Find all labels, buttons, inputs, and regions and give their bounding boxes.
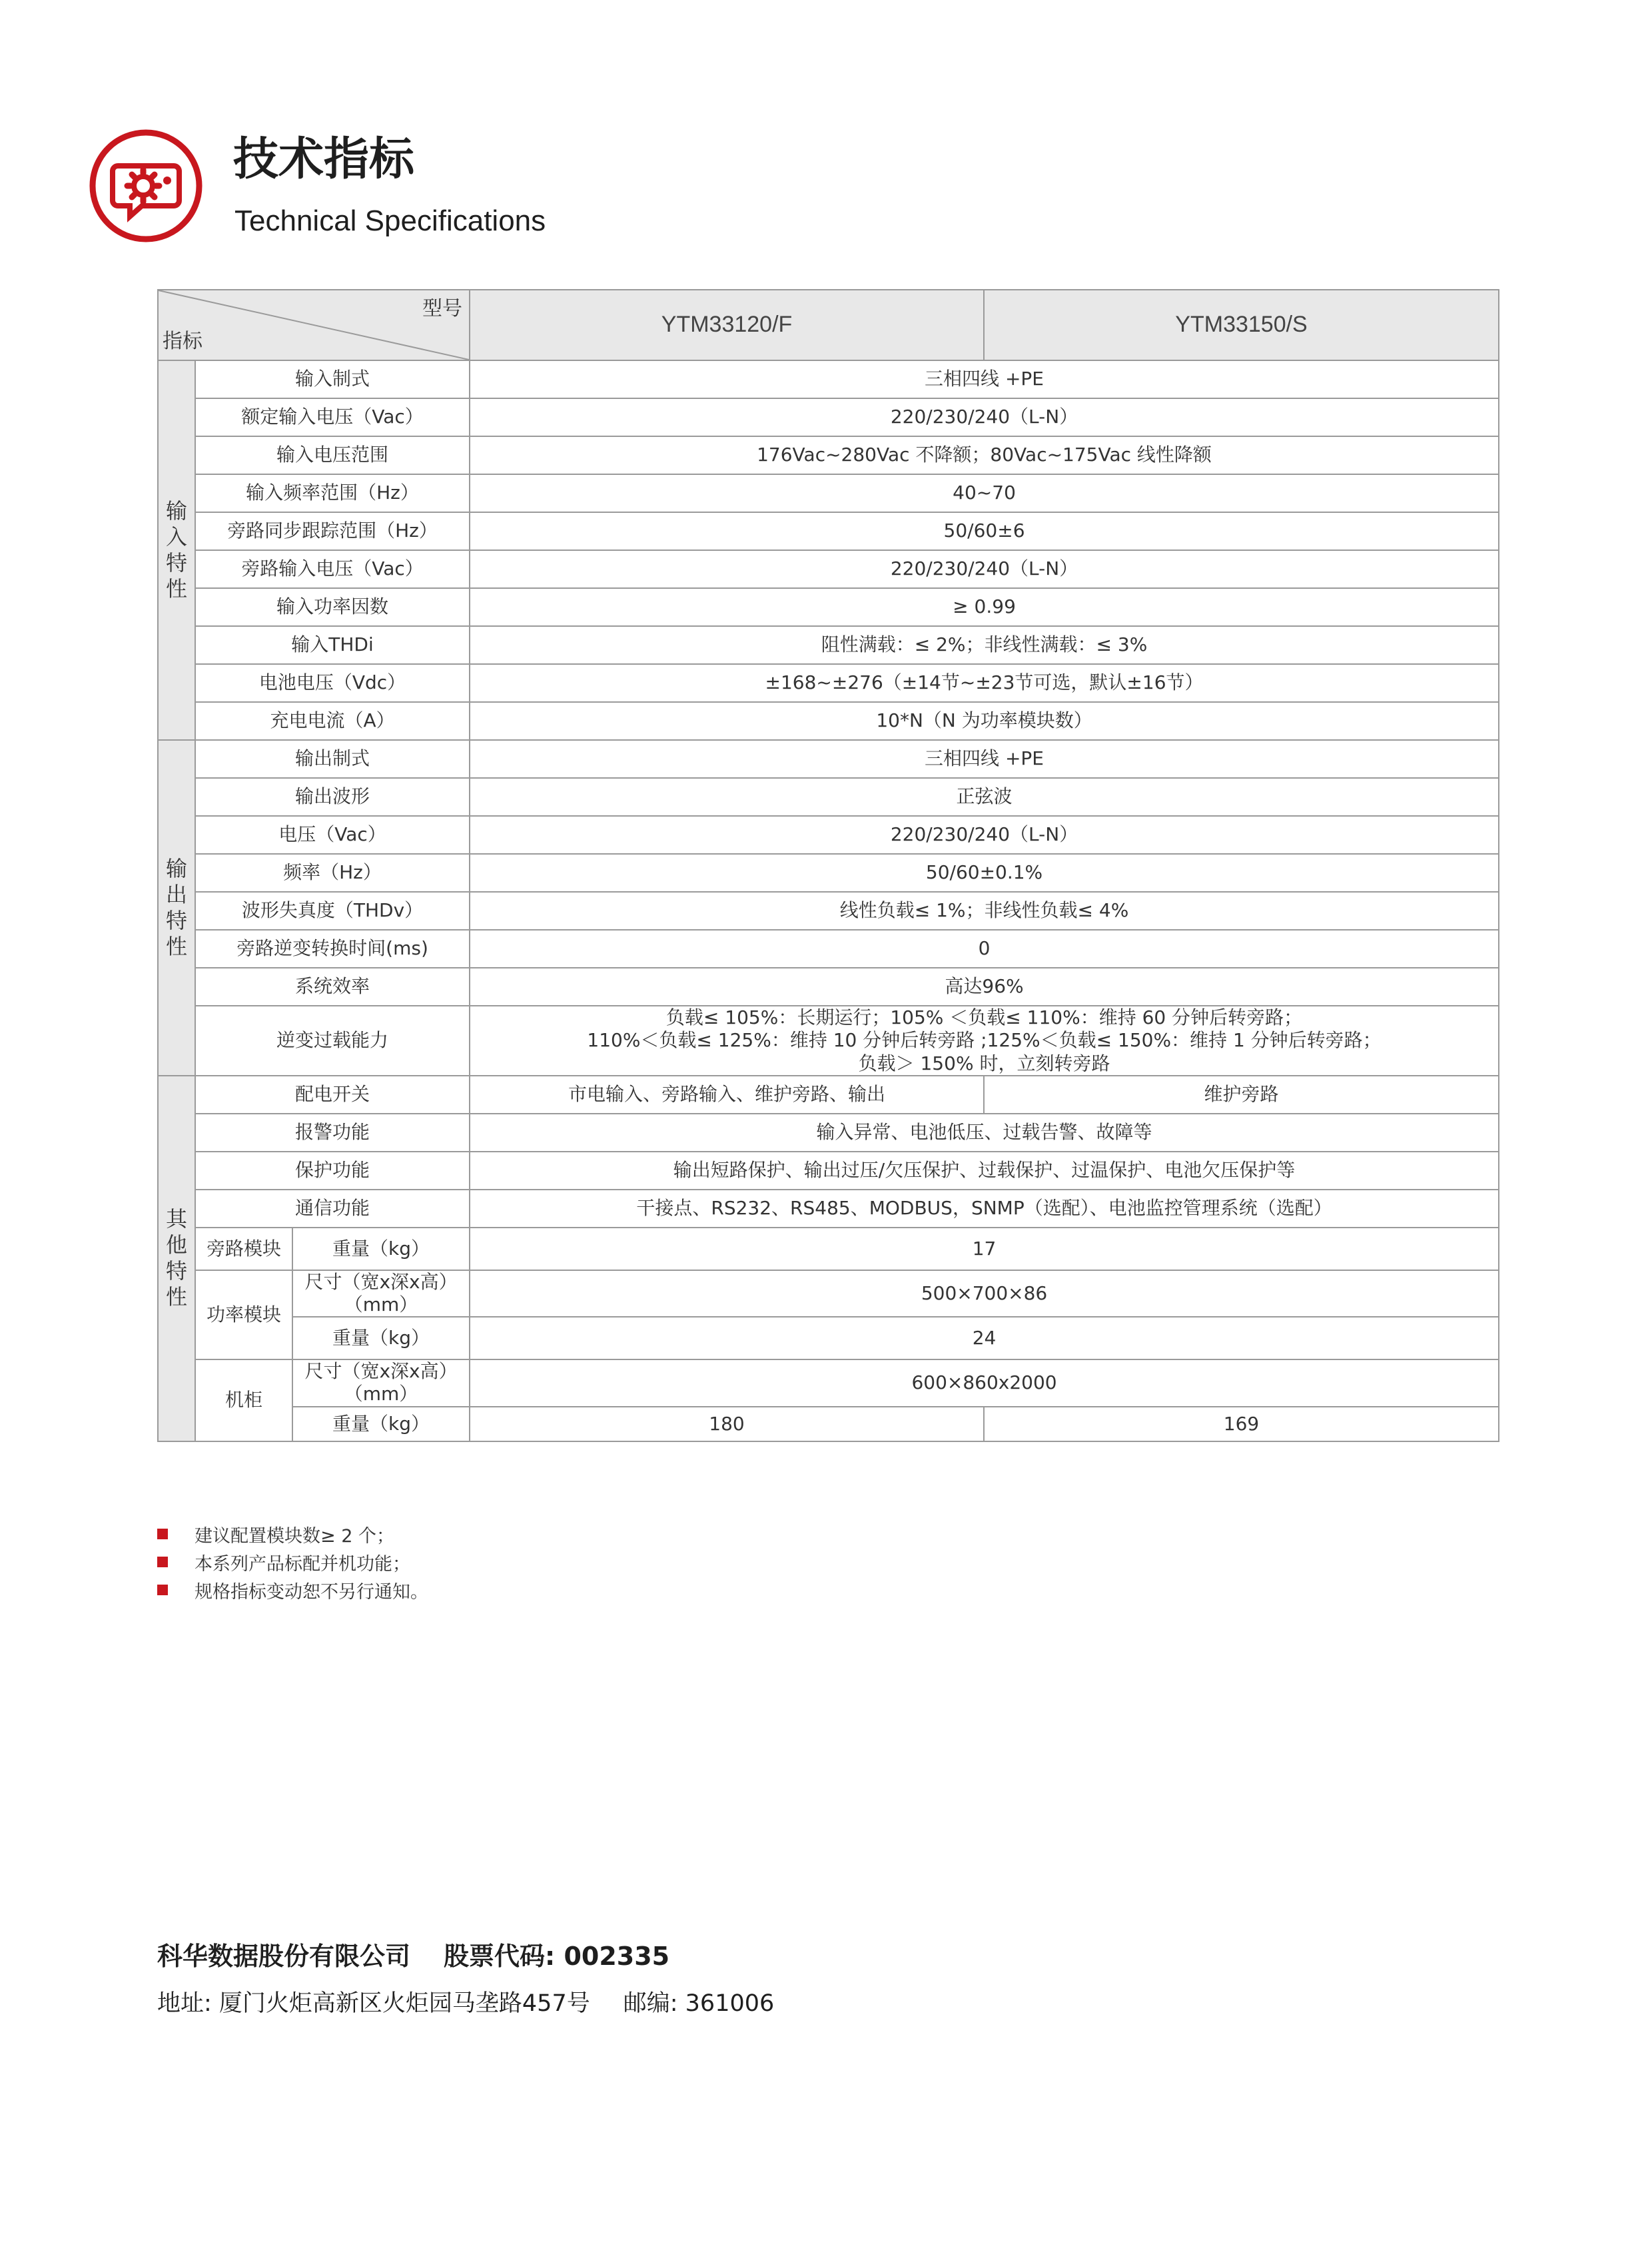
model-header: YTM33120/F [470,290,984,360]
table-row [158,512,1499,550]
gear-chat-icon [89,129,203,243]
bullet-square-icon [157,1557,168,1567]
note-text: 建议配置模块数≥ 2 个； [195,1525,394,1547]
spec-label: 通信功能 [195,1190,470,1228]
spec-label: 输入制式 [195,360,470,398]
spec-label: 频率（Hz） [195,854,470,892]
note-text: 本系列产品标配并机功能； [195,1553,410,1575]
category-output: 输 出 特 性 [158,740,195,1076]
page-subtitle: Technical Specifications [234,204,546,237]
spec-value: 维护旁路 [984,1076,1499,1114]
spec-value: 50/60±6 [470,512,1499,550]
table-row [158,1114,1499,1152]
table-row [158,1228,1499,1270]
spec-value: 高达96% [470,968,1499,1006]
table-row [158,740,1499,778]
spec-table [157,289,1499,1442]
table-row [158,1407,1499,1441]
group-label: 机柜 [195,1359,292,1441]
table-row [158,664,1499,702]
table-row [158,1006,1499,1076]
spec-label: 重量（kg） [292,1407,470,1441]
spec-label: 波形失真度（THDv） [195,892,470,930]
spec-value: 50/60±0.1% [470,854,1499,892]
spec-label: 输出制式 [195,740,470,778]
category-other: 其 他 特 性 [158,1076,195,1441]
list-item [157,1576,428,1604]
spec-value: 正弦波 [470,778,1499,816]
spec-value: 24 [470,1317,1499,1359]
company-name: 科华数据股份有限公司 [157,1942,411,1971]
table-row [158,1317,1499,1359]
table-row [158,1359,1499,1406]
spec-label: 额定输入电压（Vac） [195,398,470,436]
company-line [157,1936,669,1972]
table-row [158,778,1499,816]
spec-value: 176Vac~280Vac 不降额；80Vac~175Vac 线性降额 [470,436,1499,474]
group-label: 功率模块 [195,1270,292,1359]
table-row [158,816,1499,854]
table-row [158,854,1499,892]
spec-label: 系统效率 [195,968,470,1006]
table-row [158,588,1499,626]
table-row [158,360,1499,398]
spec-label: 充电电流（A） [195,702,470,740]
table-row [158,1152,1499,1190]
spec-value: 0 [470,930,1499,968]
spec-label: 配电开关 [195,1076,470,1114]
spec-value: 干接点、RS232、RS485、MODBUS，SNMP（选配）、电池监控管理系统（选配） [470,1190,1499,1228]
spec-label: 重量（kg） [292,1317,470,1359]
bullet-square-icon [157,1529,168,1539]
table-row [158,436,1499,474]
spec-value: 40~70 [470,474,1499,512]
table-row [158,968,1499,1006]
table-row [158,474,1499,512]
category-input: 输 入 特 性 [158,360,195,740]
corner-indicator-label: 指标 [163,330,203,354]
spec-value: 市电输入、旁路输入、维护旁路、输出 [470,1076,984,1114]
spec-label: 逆变过载能力 [195,1006,470,1076]
spec-value: 220/230/240（L-N） [470,550,1499,588]
table-row [158,1190,1499,1228]
spec-label: 输入电压范围 [195,436,470,474]
spec-label: 电压（Vac） [195,816,470,854]
spec-label: 旁路逆变转换时间(ms) [195,930,470,968]
spec-label: 输入THDi [195,626,470,664]
spec-label: 报警功能 [195,1114,470,1152]
spec-label: 输入频率范围（Hz） [195,474,470,512]
bullet-square-icon [157,1585,168,1595]
spec-value: 600×860x2000 [470,1359,1499,1406]
list-item [157,1548,428,1576]
spec-value: 169 [984,1407,1499,1441]
list-item [157,1520,428,1548]
table-row [158,1076,1499,1114]
spec-label: 输入功率因数 [195,588,470,626]
table-row [158,626,1499,664]
spec-label: 电池电压（Vdc） [195,664,470,702]
table-row [158,550,1499,588]
spec-value: 输入异常、电池低压、过载告警、故障等 [470,1114,1499,1152]
spec-label: 输出波形 [195,778,470,816]
spec-value: 220/230/240（L-N） [470,816,1499,854]
table-row [158,702,1499,740]
table-row [158,398,1499,436]
page-title: 技术指标 [233,133,415,186]
spec-value: 三相四线 +PE [470,360,1499,398]
spec-label: 旁路同步跟踪范围（Hz） [195,512,470,550]
group-label: 旁路模块 [195,1228,292,1270]
address: 地址: 厦门火炬高新区火炬园马垄路457号 [157,1990,590,2017]
spec-value: 线性负载≤ 1%；非线性负载≤ 4% [470,892,1499,930]
spec-value-multiline: 负载≤ 105%：长期运行；105% ＜负载≤ 110%：维持 60 分钟后转旁路； 110%＜负载≤ 125%：维持 10 分钟后转旁路 ;125%＜负载≤ 150%：维持 1 分钟后转旁路； 负载＞ 150% 时，立刻转旁路 [470,1006,1499,1076]
spec-value: 阻性满载：≤ 2%；非线性满载：≤ 3% [470,626,1499,664]
table-row [158,930,1499,968]
spec-value: ≥ 0.99 [470,588,1499,626]
table-row [158,1270,1499,1317]
spec-label: 旁路输入电压（Vac） [195,550,470,588]
spec-value: ±168~±276（±14节~±23节可选，默认±16节） [470,664,1499,702]
spec-value: 10*N（N 为功率模块数） [470,702,1499,740]
note-text: 规格指标变动恕不另行通知。 [195,1581,428,1603]
spec-label: 尺寸（宽x深x高） （mm） [292,1270,470,1317]
spec-value: 220/230/240（L-N） [470,398,1499,436]
table-header-row [158,290,1499,360]
spec-value: 180 [470,1407,984,1441]
spec-value: 输出短路保护、输出过压/欠压保护、过载保护、过温保护、电池欠压保护等 [470,1152,1499,1190]
table-row [158,892,1499,930]
spec-value: 三相四线 +PE [470,740,1499,778]
address-line [157,1985,774,2018]
model-header: YTM33150/S [984,290,1499,360]
spec-label: 保护功能 [195,1152,470,1190]
notes-list [157,1520,428,1604]
corner-model-label: 型号 [422,297,463,320]
table-corner [158,290,470,360]
postal-code: 邮编: 361006 [623,1990,775,2017]
spec-label: 重量（kg） [292,1228,470,1270]
spec-label: 尺寸（宽x深x高） （mm） [292,1359,470,1406]
spec-value: 17 [470,1228,1499,1270]
stock-code: 股票代码: 002335 [444,1942,670,1971]
spec-value: 500×700×86 [470,1270,1499,1317]
